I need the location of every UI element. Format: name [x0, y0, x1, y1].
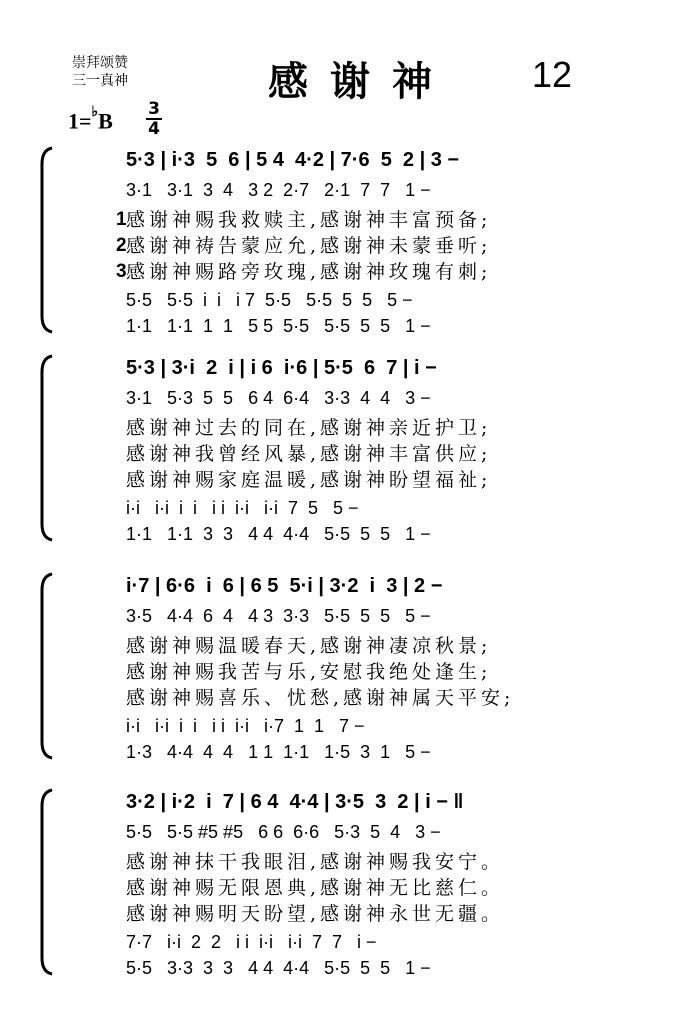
lyric-verse-1	[116, 208, 686, 232]
soprano-line: 5·3 | 3·i 2 i | i 6 i·6 | 5·5 6 7 | i −	[126, 357, 437, 379]
system-bracket-icon	[40, 786, 60, 978]
time-top: 3	[148, 99, 160, 119]
alto-line: 3·1 3·1 3 4 3 2 2·7 2·1 7 7 1 −	[126, 180, 431, 200]
source-line-2: 三一真神	[72, 73, 128, 89]
score-system-2	[40, 352, 680, 544]
lyric-verse-2	[126, 660, 686, 684]
lyric-text: 感谢神赐路旁玫瑰,感谢神玫瑰有刺;	[126, 261, 492, 283]
lyric-text: 感谢神赐温暖春天,感谢神凄凉秋景;	[126, 635, 492, 657]
bass-line: 1·3 4·4 4 4 1 1 1·1 1·5 3 1 5 −	[126, 742, 431, 762]
time-signature	[146, 101, 162, 137]
lyric-verse-1	[126, 416, 686, 440]
song-title: 感谢神	[268, 59, 454, 105]
lyric-text: 感谢神我曾经风暴,感谢神丰富供应;	[126, 443, 492, 465]
tenor-line: i·i i·i i i i i i·i i·7 1 1 7 −	[126, 716, 365, 736]
time-bottom: 4	[148, 119, 160, 139]
system-bracket-icon	[40, 570, 60, 762]
lyric-text: 感谢神赐我苦与乐,安慰我绝处逢生;	[126, 661, 492, 683]
lyric-text: 感谢神赐明天盼望,感谢神永世无疆。	[126, 903, 505, 925]
lyric-text: 感谢神祷告蒙应允,感谢神未蒙垂听;	[126, 235, 492, 257]
lyric-text: 感谢神过去的同在,感谢神亲近护卫;	[126, 417, 492, 439]
hymnal-source	[72, 54, 128, 90]
lyric-verse-3	[116, 260, 686, 284]
score-system-3	[40, 570, 680, 762]
alto-line: 3·1 5·3 5 5 6 4 6·4 3·3 4 4 3 −	[126, 388, 431, 408]
flat-icon: ♭	[91, 105, 99, 120]
lyric-text: 感谢神赐喜乐、忧愁,感谢神属天平安;	[126, 687, 515, 709]
tenor-line: 7·7 i·i 2 2 i i i·i i·i 7 7 i −	[126, 932, 377, 952]
system-bracket-icon	[40, 352, 60, 544]
key-signature	[68, 105, 113, 134]
lyric-text: 感谢神赐无限恩典,感谢神无比慈仁。	[126, 877, 505, 899]
bass-line: 1·1 1·1 1 1 5 5 5·5 5·5 5 5 1 −	[126, 316, 431, 336]
system-bracket-icon	[40, 144, 60, 336]
bass-line: 5·5 3·3 3 3 4 4 4·4 5·5 5 5 1 −	[126, 958, 431, 978]
lyric-verse-2	[126, 876, 686, 900]
lyric-text: 感谢神赐家庭温暖,感谢神盼望福祉;	[126, 469, 492, 491]
lyric-text: 感谢神抹干我眼泪,感谢神赐我安宁。	[126, 851, 505, 873]
alto-line: 5·5 5·5 #5 #5 6 6 6·6 5·3 5 4 3 −	[126, 822, 441, 842]
lyric-verse-2	[116, 234, 686, 258]
lyric-verse-2	[126, 442, 686, 466]
soprano-line: 5·3 | i·3 5 6 | 5 4 4·2 | 7·6 5 2 | 3 −	[126, 149, 460, 171]
score-system-4	[40, 786, 680, 978]
verse-number: 1	[116, 209, 127, 230]
song-number: 12	[532, 54, 573, 95]
lyric-verse-3	[126, 902, 686, 926]
soprano-line: 3·2 | i·2 i 7 | 6 4 4·4 | 3·5 3 2 | i − ‖	[126, 791, 464, 813]
verse-number: 2	[116, 235, 127, 256]
lyric-verse-1	[126, 634, 686, 658]
tenor-line: 5·5 5·5 i i i 7 5·5 5·5 5 5 5 −	[126, 290, 413, 310]
tenor-line: i·i i·i i i i i i·i i·i 7 5 5 −	[126, 498, 359, 518]
lyric-verse-3	[126, 468, 686, 492]
key-prefix: 1=	[68, 108, 92, 134]
key-note: B	[98, 108, 113, 134]
soprano-line: i·7 | 6·6 i 6 | 6 5 5·i | 3·2 i 3 | 2 −	[126, 575, 443, 597]
bass-line: 1·1 1·1 3 3 4 4 4·4 5·5 5 5 1 −	[126, 524, 431, 544]
alto-line: 3·5 4·4 6 4 4 3 3·3 5·5 5 5 5 −	[126, 606, 431, 626]
source-line-1: 崇拜颂赞	[72, 55, 128, 71]
verse-number: 3	[116, 261, 127, 282]
score-system-1	[40, 144, 680, 336]
lyric-verse-1	[126, 850, 686, 874]
lyric-text: 感谢神赐我救赎主,感谢神丰富预备;	[126, 209, 492, 231]
lyric-verse-3	[126, 686, 686, 710]
